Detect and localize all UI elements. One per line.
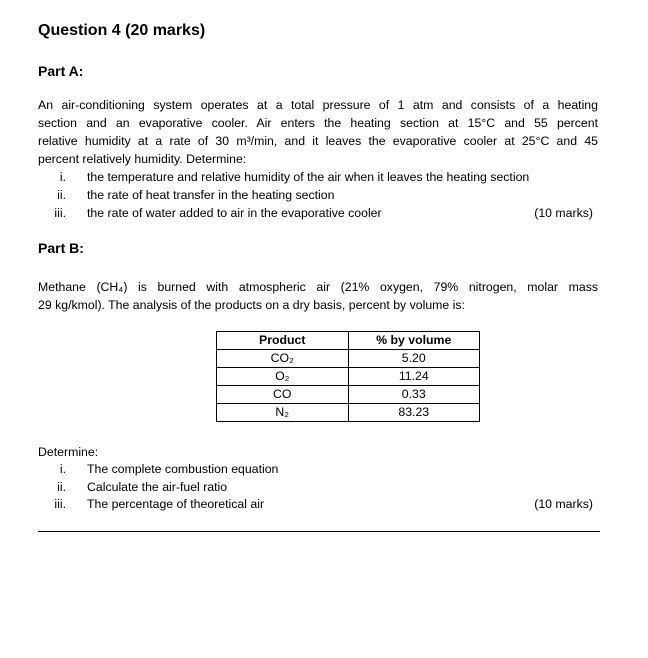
item-number: i.	[59, 170, 66, 184]
item-number: ii.	[57, 480, 66, 494]
part-b-paragraph	[38, 278, 598, 314]
part-a-item	[38, 204, 598, 222]
item-text: The complete combustion equation	[87, 462, 279, 476]
part-b-item	[38, 495, 598, 513]
column-header: % by volume	[348, 332, 480, 350]
question-title: Question 4 (20 marks)	[38, 22, 206, 39]
table-cell: CO	[217, 386, 349, 404]
table-row	[217, 386, 480, 404]
table-cell: CO₂	[217, 350, 349, 368]
item-text: The percentage of theoretical air	[87, 497, 265, 511]
part-a-item	[38, 168, 598, 186]
table-cell: 83.23	[348, 404, 480, 422]
table-row	[217, 368, 480, 386]
part-b-item	[38, 460, 598, 478]
table-cell: O₂	[217, 368, 349, 386]
part-a-paragraph	[38, 96, 598, 168]
paragraph-line: An air-conditioning system operates at a total pressure of 1 atm and consists of a heating	[38, 98, 598, 112]
part-b-heading: Part B:	[38, 240, 84, 256]
item-number: iii.	[54, 206, 66, 220]
part-b-item	[38, 478, 598, 496]
part-b-marks: (10 marks)	[534, 497, 593, 511]
table-cell: 0.33	[348, 386, 480, 404]
horizontal-rule	[38, 531, 600, 532]
determine-label: Determine:	[38, 445, 99, 459]
table-row	[217, 404, 480, 422]
table-cell: N₂	[217, 404, 349, 422]
item-text: the rate of heat transfer in the heating section	[87, 188, 335, 202]
table-cell: 11.24	[348, 368, 480, 386]
column-header: Product	[217, 332, 349, 350]
item-number: iii.	[54, 497, 66, 511]
products-table	[216, 331, 480, 422]
table-cell: 5.20	[348, 350, 480, 368]
item-number: i.	[59, 462, 66, 476]
paragraph-line: section and an evaporative cooler. Air enters the heating section at 15°C and 55 percent	[38, 116, 598, 130]
part-a-item	[38, 186, 598, 204]
part-a-marks: (10 marks)	[534, 206, 593, 220]
item-text: Calculate the air-fuel ratio	[87, 480, 228, 494]
paragraph-line: percent relatively humidity. Determine:	[38, 152, 247, 166]
paragraph-line: 29 kg/kmol). The analysis of the products on a dry basis, percent by volume is:	[38, 298, 465, 312]
item-text: the temperature and relative humidity of the air when it leaves the heating section	[87, 170, 530, 184]
item-text: the rate of water added to air in the evaporative cooler	[87, 206, 382, 220]
part-a-heading: Part A:	[38, 63, 84, 79]
paragraph-line: relative humidity at a rate of 30 m³/min, and it leaves the evaporative cooler at 25°C and 45	[38, 134, 598, 148]
table-header-row	[217, 332, 480, 350]
paragraph-line: Methane (CH₄) is burned with atmospheric air (21% oxygen, 79% nitrogen, molar mass	[38, 280, 598, 294]
item-number: ii.	[57, 188, 66, 202]
table-row	[217, 350, 480, 368]
